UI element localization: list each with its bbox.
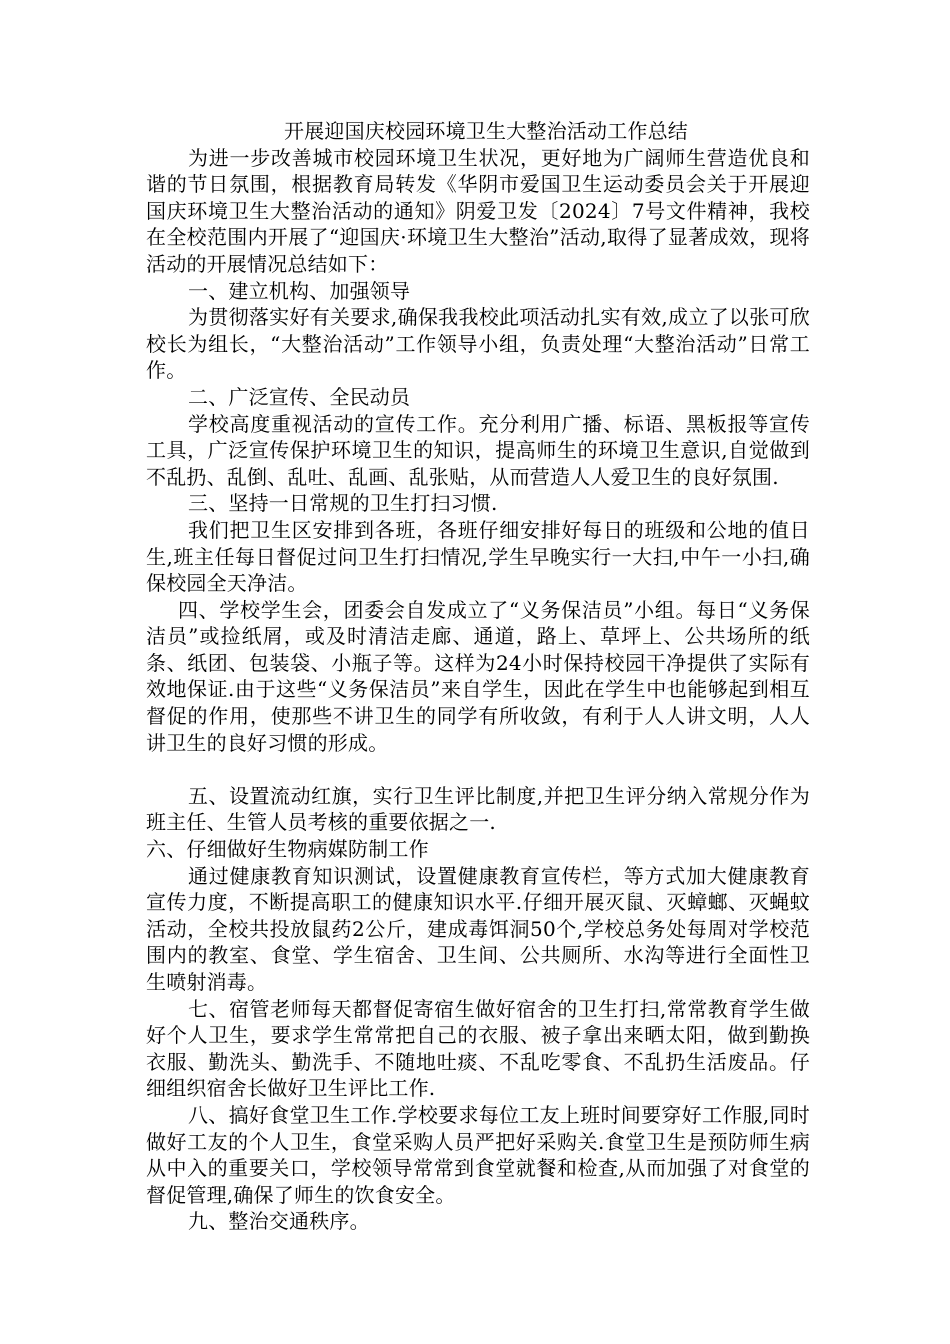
section-heading-6: 六、仔细做好生物病媒防制工作 [146, 837, 429, 862]
section-body-1: 为贯彻落实好有关要求,确保我我校此项活动扎实有效,成立了以张可欣校长为组长，“大整治活动”工作领导小组，负责处理“大整治活动”日常工作。 [146, 305, 810, 383]
section-body-6: 通过健康教育知识测试，设置健康教育宣传栏，等方式加大健康教育宣传力度，不断提高职工的健康知识水平.仔细开展灭鼠、灭蟑螂、灭蝇蚊活动，全校共投放鼠药2公斤，建成毒饵洞50个,学校总务处每周对学校范围内的教室、食堂、学生宿舍、卫生间、公共厕所、水沟等进行全面性卫生喷射消毒。 [146, 863, 810, 994]
section-heading-1: 一、建立机构、加强领导 [188, 278, 411, 303]
document-title: 开展迎国庆校园环境卫生大整治活动工作总结 [284, 119, 688, 143]
document-body [146, 118, 810, 1235]
section-paragraph-8: 八、搞好食堂卫生工作.学校要求每位工友上班时间要穿好工作服,同时做好工友的个人卫生，食堂采购人员严把好采购关.食堂卫生是预防师生病从中入的重要关口，学校领导常常到食堂就餐和检查,从而加强了对食堂的督促管理,确保了师生的饮食安全。 [146, 1102, 810, 1207]
section-paragraph-7: 七、宿管老师每天都督促寄宿生做好宿舍的卫生打扫,常常教育学生做好个人卫生，要求学生常常把自己的衣服、被子拿出来晒太阳，做到勤换衣服、勤洗头、勤洗手、不随地吐痰、不乱吃零食、不乱扔生活废品。仔细组织宿舍长做好卫生评比工作. [146, 996, 810, 1101]
section-paragraph-4: 四、学校学生会，团委会自发成立了“义务保洁员”小组。每日“义务保洁员”或捡纸屑，或及时清洁走廊、通道，路上、草坪上、公共场所的纸条、纸团、包装袋、小瓶子等。这样为24小时保持校园干净提供了实际有效地保证.由于这些“义务保洁员”来自学生，因此在学生中也能够起到相互督促的作用，使那些不讲卫生的同学有所收敛，有利于人人讲文明，人人讲卫生的良好习惯的形成。 [146, 597, 810, 755]
blank-line [146, 756, 810, 783]
section-body-3: 我们把卫生区安排到各班，各班仔细安排好每日的班级和公地的值日生,班主任每日督促过问卫生打扫情况,学生早晚实行一大扫,中午一小扫,确保校园全天净洁。 [146, 517, 810, 596]
section-heading-3: 三、坚持一日常规的卫生打扫习惯. [188, 491, 498, 516]
section-heading-9: 九、整治交通秩序。 [188, 1209, 370, 1234]
section-body-2: 学校高度重视活动的宣传工作。充分利用广播、标语、黑板报等宣传工具，广泛宣传保护环境卫生的知识，提高师生的环境卫生意识,自觉做到不乱扔、乱倒、乱吐、乱画、乱张贴，从而营造人人爱卫生的良好氛围. [146, 411, 810, 489]
section-heading-2: 二、广泛宣传、全民动员 [188, 384, 411, 409]
section-paragraph-5: 五、设置流动红旗，实行卫生评比制度,并把卫生评分纳入常规分作为班主任、生管人员考核的重要依据之一. [146, 783, 810, 835]
intro-paragraph: 为进一步改善城市校园环境卫生状况，更好地为广阔师生营造优良和谐的节日氛围，根据教育局转发《华阴市爱国卫生运动委员会关于开展迎国庆环境卫生大整治活动的通知》阴爱卫发〔2024〕7号文件精神，我校在全校范围内开展了“迎国庆·环境卫生大整治”活动,取得了显著成效，现将活动的开展情况总结如下： [146, 145, 810, 276]
